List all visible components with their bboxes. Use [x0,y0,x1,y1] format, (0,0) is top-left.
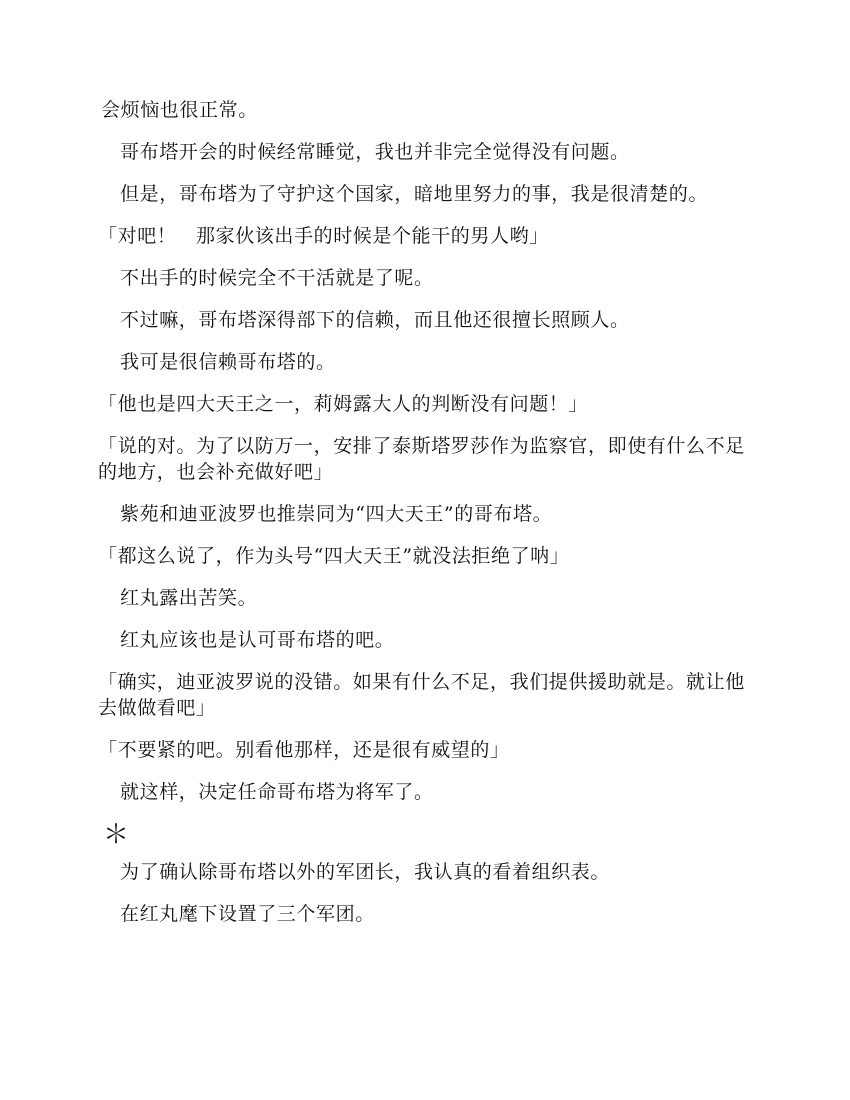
paragraph: 为了确认除哥布塔以外的军团长，我认真的看着组织表。 [120,861,611,883]
dialogue-line: 「都这么说了，作为头号“四大天王”就没法拒绝了呐」 [98,545,570,567]
text-column [98,97,761,943]
paragraph: 我可是很信赖哥布塔的。 [120,351,336,373]
paragraph: 不过嘛，哥布塔深得部下的信赖，而且他还很擅长照顾人。 [120,309,630,331]
paragraph: 红丸应该也是认可哥布塔的吧。 [120,629,395,651]
dialogue-line: 「对吧！ 那家伙该出手的时候是个能干的男人哟」 [98,225,549,247]
paragraph: 会烦恼也很正常。 [101,99,258,121]
dialogue-line: 「确实，迪亚波罗说的没错。如果有什么不足，我们提供援助就是。就让他去做做看吧」 [98,671,745,719]
section-separator: ＊ [103,820,130,850]
paragraph: 就这样，决定任命哥布塔为将军了。 [120,781,434,803]
paragraph: 不出手的时候完全不干活就是了呢。 [120,267,434,289]
paragraph: 紫苑和迪亚波罗也推崇同为“四大天王”的哥布塔。 [120,503,553,525]
paragraph: 但是，哥布塔为了守护这个国家，暗地里努力的事，我是很清楚的。 [120,183,709,205]
paragraph: 红丸露出苦笑。 [120,587,258,609]
paragraph: 哥布塔开会的时候经常睡觉，我也并非完全觉得没有问题。 [120,141,630,163]
paragraph: 在红丸麾下设置了三个军团。 [120,903,375,925]
dialogue-line: 「不要紧的吧。别看他那样，还是很有威望的」 [98,739,510,761]
dialogue-line: 「说的对。为了以防万一，安排了泰斯塔罗莎作为监察官，即使有什么不足的地方，也会补充做好吧」 [98,435,745,483]
dialogue-line: 「他也是四大天王之一，莉姆露大人的判断没有问题！」 [98,393,589,415]
